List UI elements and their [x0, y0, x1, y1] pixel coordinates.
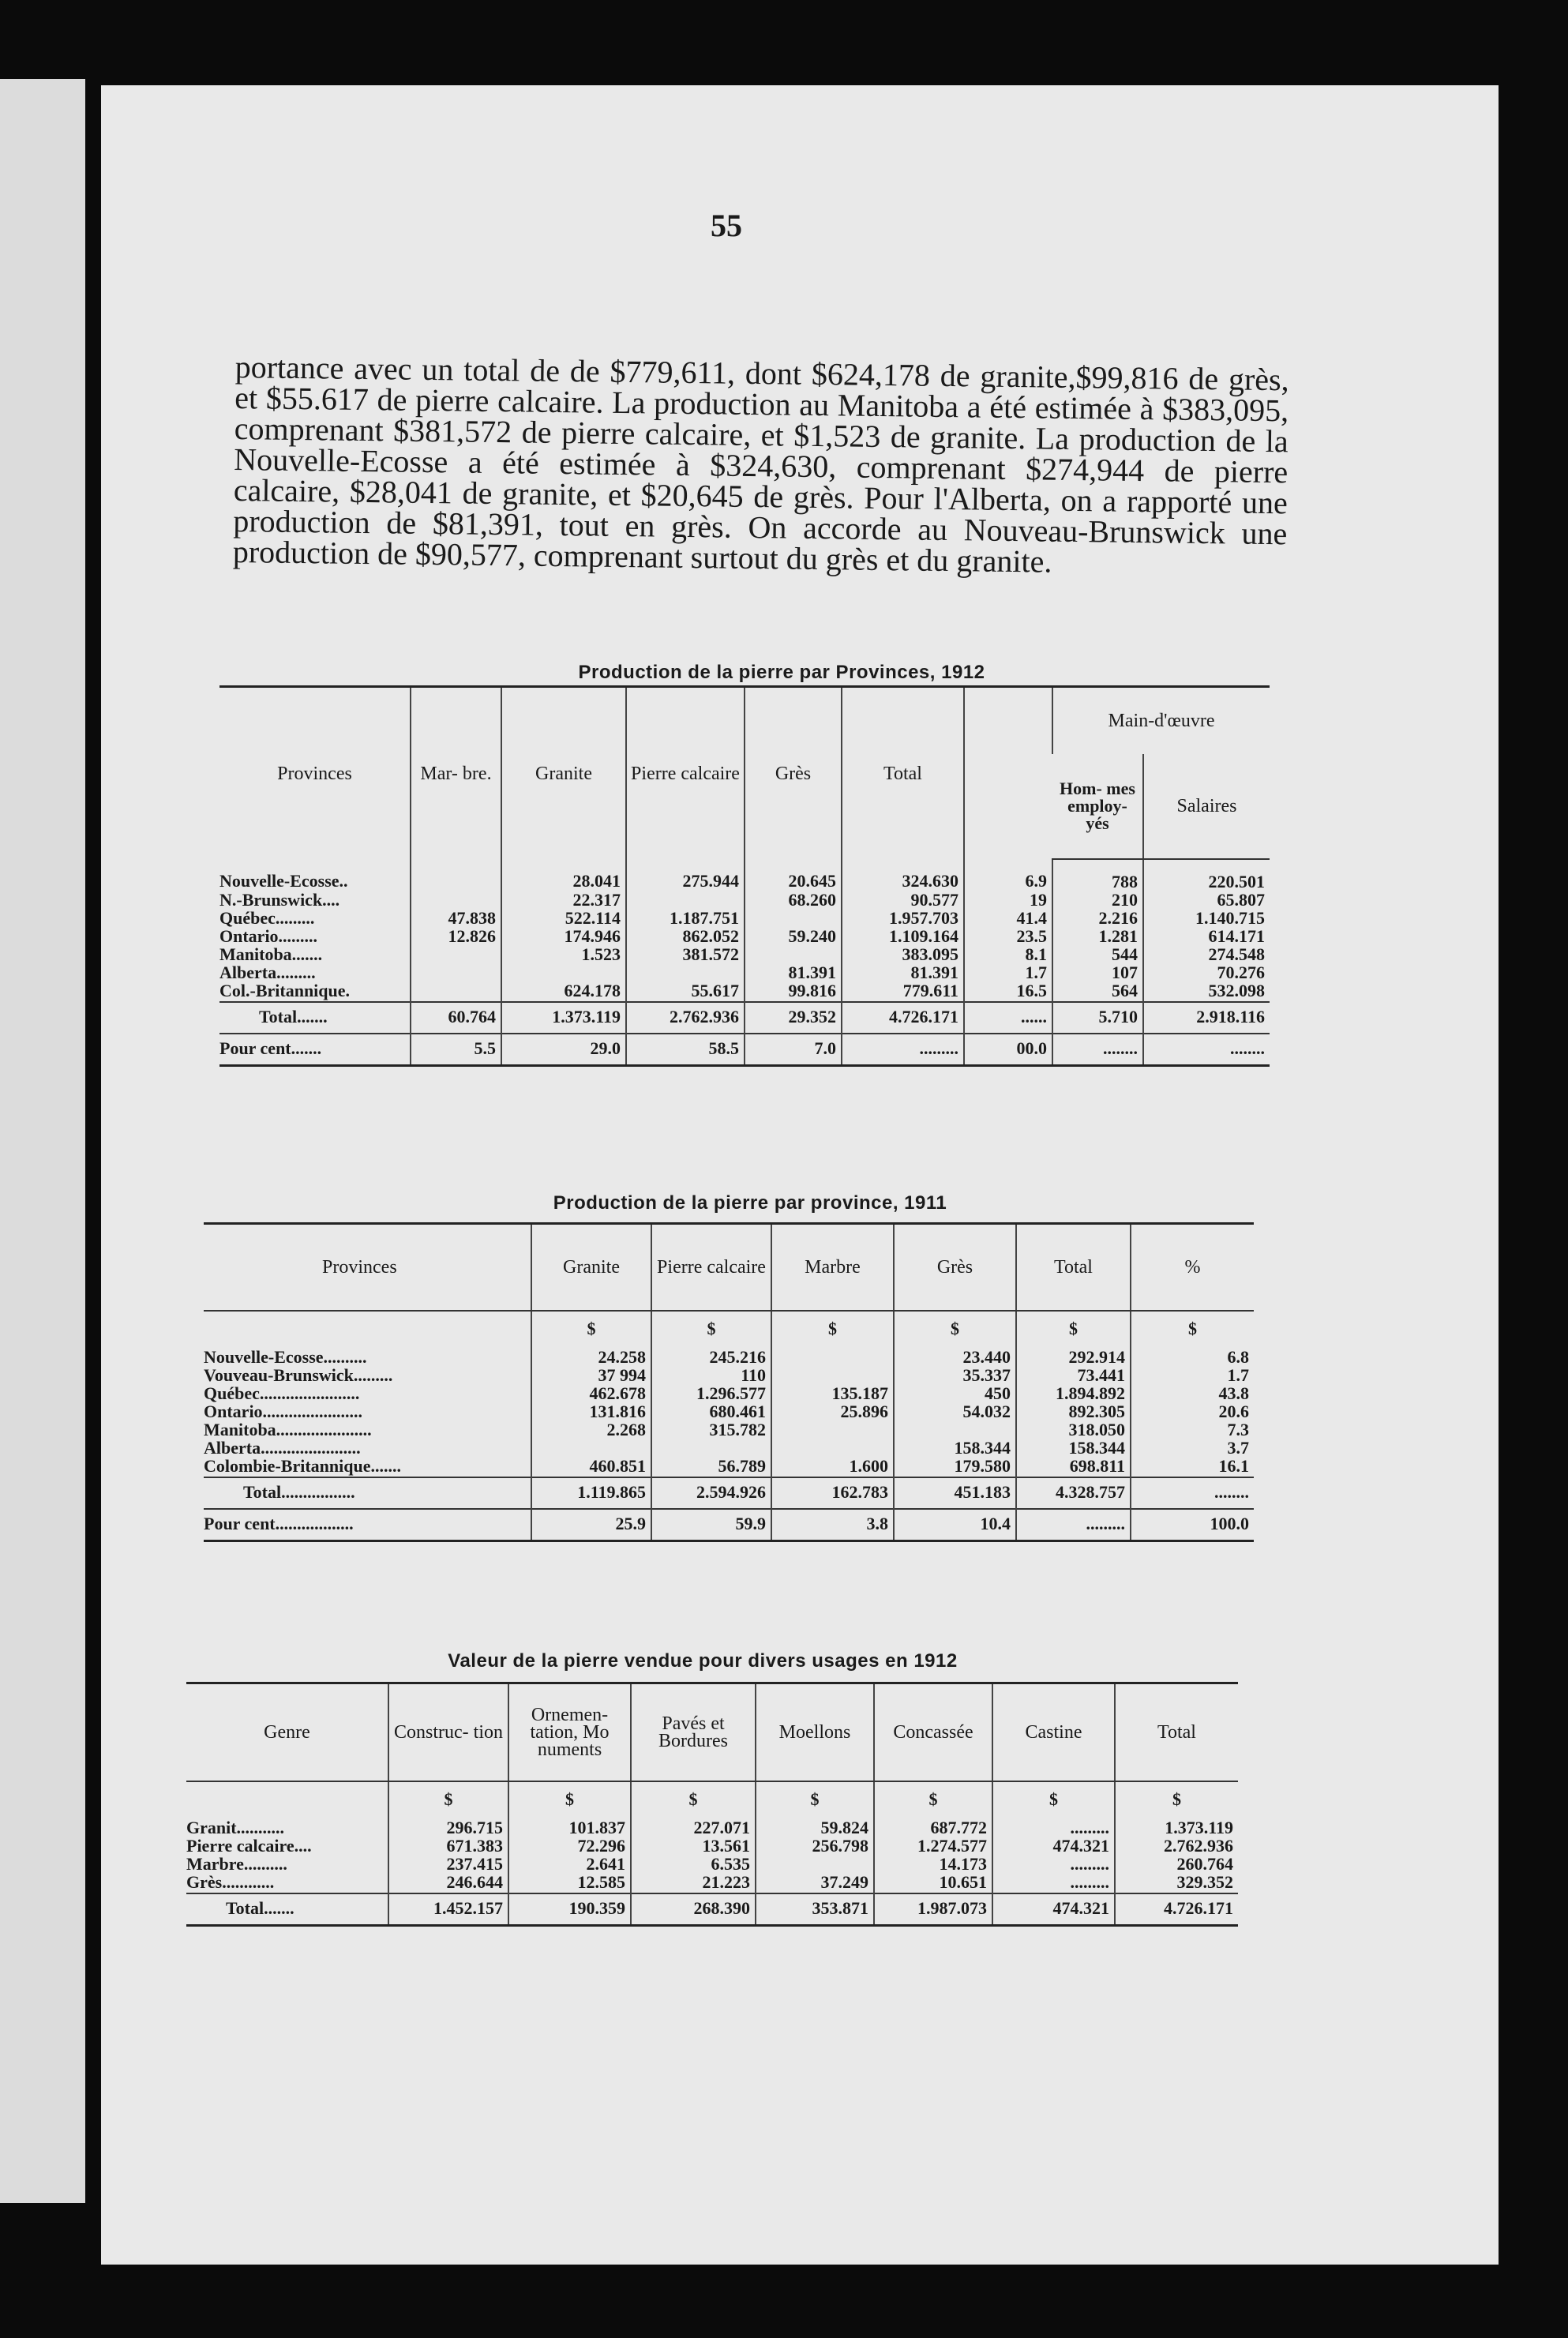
table-cell: 245.216 — [651, 1349, 771, 1368]
table-cell — [411, 947, 501, 965]
table-cell: ......... — [992, 1820, 1115, 1838]
table-cell: 318.050 — [1016, 1422, 1131, 1440]
table-cell: 35.337 — [894, 1368, 1016, 1386]
row-label: Québec......... — [219, 908, 315, 928]
table-row — [204, 1458, 1254, 1477]
table-cell: 1.600 — [771, 1458, 894, 1477]
header-granite: Granite — [501, 687, 626, 860]
table-cell: 5.710 — [1052, 1002, 1143, 1034]
header-concassee: Concassée — [874, 1683, 992, 1782]
percent-row — [204, 1509, 1254, 1541]
table-cell: 00.0 — [964, 1034, 1052, 1066]
table-cell: $ — [1131, 1311, 1254, 1349]
percent-row — [219, 1034, 1270, 1066]
header-moellons: Moellons — [756, 1683, 874, 1782]
table-cell: 544 — [1052, 947, 1143, 965]
table-cell: 698.811 — [1016, 1458, 1131, 1477]
table-cell: 16.1 — [1131, 1458, 1254, 1477]
table-cell: 6.9 — [964, 859, 1052, 892]
row-label: Alberta....................... — [204, 1438, 361, 1458]
table-cell: 16.5 — [964, 983, 1052, 1002]
table-cell: 324.630 — [842, 859, 964, 892]
table-cell: 29.352 — [745, 1002, 842, 1034]
table-cell: 1.119.865 — [531, 1477, 651, 1509]
header-provinces: Provinces — [204, 1224, 531, 1312]
header-provinces: Provinces — [219, 687, 411, 860]
table-cell: 474.321 — [992, 1893, 1115, 1926]
total-row — [219, 1002, 1270, 1034]
table-cell: 5.5 — [411, 1034, 501, 1066]
table-cell: 1.373.119 — [1115, 1820, 1238, 1838]
row-label — [186, 1781, 388, 1820]
header-hommes-employes: Hom- mes employ- yés — [1052, 754, 1143, 859]
header-percent: % — [1131, 1224, 1254, 1312]
table-cell: ........ — [1143, 1034, 1270, 1066]
table-cell: $ — [631, 1781, 756, 1820]
header-castine: Castine — [992, 1683, 1115, 1782]
table-cell: 8.1 — [964, 947, 1052, 965]
table-cell: 59.240 — [745, 929, 842, 947]
table3-title: Valeur de la pierre vendue pour divers usages en 1912 — [448, 1650, 958, 1672]
table-cell: 522.114 — [501, 910, 626, 929]
table-cell: 56.789 — [651, 1458, 771, 1477]
table-cell: 1.109.164 — [842, 929, 964, 947]
row-label: Grès............ — [186, 1872, 275, 1892]
header-main-doeuvre: Main-d'œuvre — [1052, 687, 1270, 755]
table-cell: 68.260 — [745, 892, 842, 910]
row-label: Total....... — [219, 1002, 411, 1034]
header-gres: Grès — [745, 687, 842, 860]
table-cell: 22.317 — [501, 892, 626, 910]
table-cell: ........ — [1052, 1034, 1143, 1066]
table-cell: 135.187 — [771, 1386, 894, 1404]
table-cell: 1.373.119 — [501, 1002, 626, 1034]
table-cell: 680.461 — [651, 1404, 771, 1422]
row-label: Pour cent.................. — [204, 1509, 531, 1541]
table-cell: 1.957.703 — [842, 910, 964, 929]
table-cell: $ — [992, 1781, 1115, 1820]
table-cell: 99.816 — [745, 983, 842, 1002]
table-cell: 6.535 — [631, 1856, 756, 1875]
table-cell: ......... — [992, 1856, 1115, 1875]
table-cell: 20.645 — [745, 859, 842, 892]
header-pierre-calcaire: Pierre calcaire — [626, 687, 745, 860]
table-cell: $ — [388, 1781, 508, 1820]
table-cell: 43.8 — [1131, 1386, 1254, 1404]
total-row — [204, 1477, 1254, 1509]
table-cell: 564 — [1052, 983, 1143, 1002]
table-cell: 220.501 — [1143, 859, 1270, 892]
table-cell: 37.249 — [756, 1875, 874, 1893]
table-cell: 65.807 — [1143, 892, 1270, 910]
production-1912-table — [219, 685, 1270, 1067]
table-cell: 383.095 — [842, 947, 964, 965]
table-cell: 190.359 — [508, 1893, 631, 1926]
table-cell: $ — [531, 1311, 651, 1349]
table-cell: 210 — [1052, 892, 1143, 910]
row-label: Pour cent....... — [219, 1034, 411, 1066]
table-cell: 237.415 — [388, 1856, 508, 1875]
table-cell: 59.9 — [651, 1509, 771, 1541]
table-cell: 532.098 — [1143, 983, 1270, 1002]
table-cell: 162.783 — [771, 1477, 894, 1509]
table-cell: 3.8 — [771, 1509, 894, 1541]
table-cell: $ — [1016, 1311, 1131, 1349]
table-cell: 110 — [651, 1368, 771, 1386]
table-cell: 12.826 — [411, 929, 501, 947]
table-cell: ......... — [1016, 1509, 1131, 1541]
table-cell: 274.548 — [1143, 947, 1270, 965]
row-label: N.-Brunswick.... — [219, 890, 340, 910]
table-cell — [411, 983, 501, 1002]
table-cell: 1.7 — [1131, 1368, 1254, 1386]
header-blank — [964, 687, 1052, 860]
table-cell: 2.594.926 — [651, 1477, 771, 1509]
table-cell: 353.871 — [756, 1893, 874, 1926]
table-cell: 1.894.892 — [1016, 1386, 1131, 1404]
row-label: Nouvelle-Ecosse.. — [219, 871, 348, 891]
table-cell: 81.391 — [745, 965, 842, 983]
table-cell: $ — [771, 1311, 894, 1349]
table1-title: Production de la pierre par Provinces, 1912 — [578, 662, 985, 683]
production-1911-table — [204, 1222, 1254, 1542]
table-cell: 81.391 — [842, 965, 964, 983]
header-paves-bordures: Pavés et Bordures — [631, 1683, 756, 1782]
header-genre: Genre — [186, 1683, 388, 1782]
row-label: Alberta......... — [219, 963, 316, 982]
header-total: Total — [1115, 1683, 1238, 1782]
table-cell: 10.651 — [874, 1875, 992, 1893]
table-cell — [411, 859, 501, 892]
row-label: Granit........... — [186, 1818, 285, 1837]
total-row — [186, 1893, 1238, 1926]
unit-row — [204, 1311, 1254, 1349]
table-cell: 25.896 — [771, 1404, 894, 1422]
row-label: Manitoba...................... — [204, 1420, 372, 1439]
table-cell — [771, 1422, 894, 1440]
header-gres: Grès — [894, 1224, 1016, 1312]
row-label: Vouveau-Brunswick......... — [204, 1365, 393, 1385]
table-cell: 624.178 — [501, 983, 626, 1002]
table-cell: 292.914 — [1016, 1349, 1131, 1368]
table-cell: 687.772 — [874, 1820, 992, 1838]
table-cell: 60.764 — [411, 1002, 501, 1034]
table-cell: 227.071 — [631, 1820, 756, 1838]
table-cell: ......... — [842, 1034, 964, 1066]
table-cell: 4.726.171 — [1115, 1893, 1238, 1926]
table-cell: 158.344 — [894, 1440, 1016, 1458]
table-row — [186, 1875, 1238, 1893]
table-cell: 462.678 — [531, 1386, 651, 1404]
table-cell: ........ — [1131, 1477, 1254, 1509]
table-cell: 460.851 — [531, 1458, 651, 1477]
table-cell: 58.5 — [626, 1034, 745, 1066]
row-label: Manitoba....... — [219, 944, 323, 964]
header-total: Total — [1016, 1224, 1131, 1312]
table-cell: 47.838 — [411, 910, 501, 929]
table-cell: 12.585 — [508, 1875, 631, 1893]
table-cell — [411, 965, 501, 983]
table-cell: $ — [874, 1781, 992, 1820]
table-cell: 23.5 — [964, 929, 1052, 947]
table-cell: 2.268 — [531, 1422, 651, 1440]
valeur-usages-1912-table — [186, 1682, 1238, 1927]
row-label: Colombie-Britannique....... — [204, 1456, 401, 1476]
table-cell: 7.0 — [745, 1034, 842, 1066]
table-cell: 73.441 — [1016, 1368, 1131, 1386]
table-cell: 107 — [1052, 965, 1143, 983]
header-total: Total — [842, 687, 964, 860]
table-cell: 862.052 — [626, 929, 745, 947]
table-cell: 20.6 — [1131, 1404, 1254, 1422]
table-cell: 24.258 — [531, 1349, 651, 1368]
header-construction: Construc- tion — [388, 1683, 508, 1782]
row-label: Ontario......... — [219, 926, 318, 946]
table-cell: 246.644 — [388, 1875, 508, 1893]
table-cell: 23.440 — [894, 1349, 1016, 1368]
page-number: 55 — [711, 208, 742, 243]
table-cell: 614.171 — [1143, 929, 1270, 947]
row-label: Col.-Britannique. — [219, 981, 351, 1000]
table-cell: 2.918.116 — [1143, 1002, 1270, 1034]
table-cell: $ — [894, 1311, 1016, 1349]
header-ornementation: Ornemen- tation, Mo numents — [508, 1683, 631, 1782]
table-cell: 1.452.157 — [388, 1893, 508, 1926]
table-cell: 72.296 — [508, 1838, 631, 1856]
table-cell: 7.3 — [1131, 1422, 1254, 1440]
row-label: Pierre calcaire.... — [186, 1836, 312, 1856]
table-cell: 788 — [1052, 859, 1143, 892]
table-cell — [771, 1349, 894, 1368]
table-cell: 275.944 — [626, 859, 745, 892]
table-cell: 381.572 — [626, 947, 745, 965]
table-cell: 90.577 — [842, 892, 964, 910]
table-cell: 1.140.715 — [1143, 910, 1270, 929]
table-cell: 25.9 — [531, 1509, 651, 1541]
row-label: Québec....................... — [204, 1383, 360, 1403]
table-cell: 4.328.757 — [1016, 1477, 1131, 1509]
table-cell: $ — [651, 1311, 771, 1349]
table-cell: 1.7 — [964, 965, 1052, 983]
table-cell: 779.611 — [842, 983, 964, 1002]
table-cell: 256.798 — [756, 1838, 874, 1856]
table-cell: 671.383 — [388, 1838, 508, 1856]
table-row — [219, 983, 1270, 1002]
table-cell: 19 — [964, 892, 1052, 910]
table2-title: Production de la pierre par province, 1911 — [553, 1192, 947, 1214]
row-label — [204, 1311, 531, 1349]
table-cell: 1.987.073 — [874, 1893, 992, 1926]
table-cell: $ — [756, 1781, 874, 1820]
table-cell: 315.782 — [651, 1422, 771, 1440]
table-cell: 14.173 — [874, 1856, 992, 1875]
table-cell: 1.296.577 — [651, 1386, 771, 1404]
table-cell: 1.523 — [501, 947, 626, 965]
table-cell: $ — [1115, 1781, 1238, 1820]
table-cell: 37 994 — [531, 1368, 651, 1386]
table-cell: 70.276 — [1143, 965, 1270, 983]
header-granite: Granite — [531, 1224, 651, 1312]
table-cell: 158.344 — [1016, 1440, 1131, 1458]
table-cell: 100.0 — [1131, 1509, 1254, 1541]
table-cell: 450 — [894, 1386, 1016, 1404]
table-cell: 29.0 — [501, 1034, 626, 1066]
row-label: Total....... — [186, 1893, 388, 1926]
table-cell: 101.837 — [508, 1820, 631, 1838]
table-cell: 55.617 — [626, 983, 745, 1002]
table-cell: 10.4 — [894, 1509, 1016, 1541]
table-cell: 1.274.577 — [874, 1838, 992, 1856]
table-cell: 260.764 — [1115, 1856, 1238, 1875]
table-cell: 2.762.936 — [626, 1002, 745, 1034]
header-marbre: Marbre — [771, 1224, 894, 1312]
table-cell: 268.390 — [631, 1893, 756, 1926]
table-cell: 2.762.936 — [1115, 1838, 1238, 1856]
table-cell: 3.7 — [1131, 1440, 1254, 1458]
body-paragraph: portance avec un total de de $779,611, dont $624,178 de granite,$99,816 de grès, et $55.617 de pierre calcaire. La production au Manitoba a été estimée à $383,095, comprenant $381,572 de pierre calcaire, et $1,523 de granite. La production de la Nouvelle-Ecosse a été estimée à $324,630, comprenant $274,944 de pierre calcaire, $28,041 de granite, et $20,645 de grès. Pour l'Alberta, on a rapporté une production de $81,391, tout en grès. On accorde au Nouveau-Brunswick une production de $90,577, comprenant surtout du grès et du granite. — [232, 349, 1289, 580]
table-cell: ......... — [992, 1875, 1115, 1893]
header-pierre-calcaire: Pierre calcaire — [651, 1224, 771, 1312]
row-label: Ontario....................... — [204, 1402, 363, 1421]
table-cell: 174.946 — [501, 929, 626, 947]
table-cell: 329.352 — [1115, 1875, 1238, 1893]
table-cell: 21.223 — [631, 1875, 756, 1893]
table-cell: $ — [508, 1781, 631, 1820]
table-cell: 1.187.751 — [626, 910, 745, 929]
table-row — [219, 859, 1270, 892]
table-cell: 41.4 — [964, 910, 1052, 929]
table-cell: 2.216 — [1052, 910, 1143, 929]
header-marbre: Mar- bre. — [411, 687, 501, 860]
table-cell: 892.305 — [1016, 1404, 1131, 1422]
unit-row — [186, 1781, 1238, 1820]
table-cell: 2.641 — [508, 1856, 631, 1875]
table-cell: 13.561 — [631, 1838, 756, 1856]
table-cell: 131.816 — [531, 1404, 651, 1422]
row-label: Nouvelle-Ecosse.......... — [204, 1347, 367, 1367]
table-cell: 1.281 — [1052, 929, 1143, 947]
table-cell: 59.824 — [756, 1820, 874, 1838]
table-cell: 54.032 — [894, 1404, 1016, 1422]
table-cell: 296.715 — [388, 1820, 508, 1838]
row-label: Marbre.......... — [186, 1854, 287, 1874]
row-label: Total................. — [204, 1477, 531, 1509]
table-cell: ...... — [964, 1002, 1052, 1034]
table-cell: 451.183 — [894, 1477, 1016, 1509]
table-cell: 6.8 — [1131, 1349, 1254, 1368]
adjacent-page-edge — [0, 79, 85, 2203]
table-cell: 4.726.171 — [842, 1002, 964, 1034]
header-salaires: Salaires — [1143, 754, 1270, 859]
table-cell: 474.321 — [992, 1838, 1115, 1856]
table-cell: 28.041 — [501, 859, 626, 892]
table-cell: 179.580 — [894, 1458, 1016, 1477]
